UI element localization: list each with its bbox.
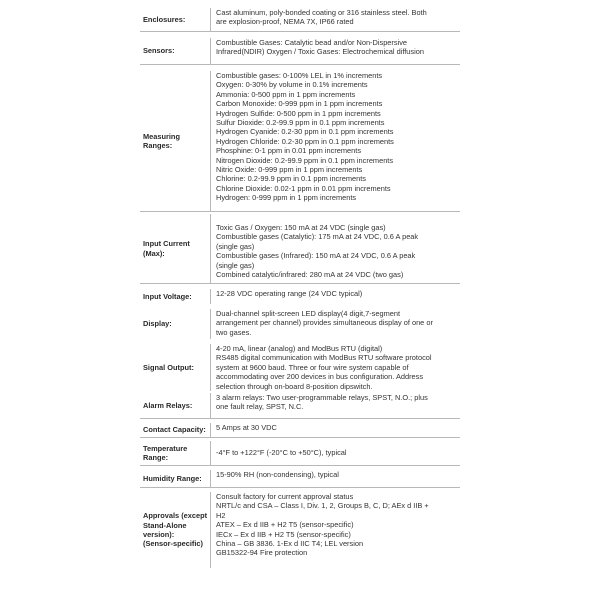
- spec-value: 12-28 VDC operating range (24 VDC typical): [216, 289, 363, 298]
- spec-value: 3 alarm relays: Two user-programmable relays, SPST, N.O.; plus one fault relay, SPST, N.C.: [216, 393, 428, 412]
- spec-row-input-current: [140, 212, 460, 284]
- spec-label: Display:: [143, 319, 172, 329]
- spec-label: Temperature Range:: [143, 443, 188, 462]
- spec-label: Input Voltage:: [143, 291, 192, 301]
- spec-label: Input Current (Max):: [143, 239, 190, 258]
- spec-label: Humidity Range:: [143, 473, 202, 483]
- spec-row-humidity-range: [140, 466, 460, 488]
- spec-label: Sensors:: [143, 46, 175, 56]
- spec-value: Cast aluminum, poly-bonded coating or 316 stainless steel. Both are explosion-proof, NEMA 7X, IP66 rated: [216, 8, 427, 27]
- spec-value: 5 Amps at 30 VDC: [216, 423, 277, 432]
- spec-row-contact-capacity: [140, 419, 460, 438]
- spec-label: Signal Output:: [143, 362, 194, 372]
- spec-value: Dual-channel split-screen LED display(4 digit,7-segment arrangement per channel) provides simultaneous display of one or two gases.: [216, 309, 433, 337]
- spec-value: Combustible Gases: Catalytic bead and/or Non-Dispersive Infrared(NDIR) Oxygen / Toxic Gases: Electrochemical diffusion: [216, 38, 424, 57]
- spec-row-sensors: [140, 32, 460, 65]
- spec-value: -4°F to +122°F (-20°C to +50°C), typical: [216, 448, 347, 458]
- spec-row-measuring-ranges: [140, 65, 460, 212]
- spec-label: Enclosures:: [143, 14, 186, 24]
- spec-row-display: [140, 304, 460, 339]
- spec-row-enclosures: [140, 0, 460, 32]
- spec-row-alarm-relays: [140, 391, 460, 419]
- spec-value: Consult factory for current approval status NRTL/c and CSA – Class I, Div. 1, 2, Groups B, C, D; AEx d IIB + H2 ATEX – Ex d IIB + H2 T5 (sensor-specific) IECx – Ex d IIB + H2 T5 (sensor-specific) China – GB 3836. 1-Ex d IIC T4; LEL version GB15322-94 Fire protection: [216, 492, 429, 558]
- spec-row-input-voltage: [140, 284, 460, 304]
- spec-label: Alarm Relays:: [143, 400, 193, 410]
- spec-value: Toxic Gas / Oxygen: 150 mA at 24 VDC (single gas) Combustible gases (Catalytic): 175 mA at 24 VDC, 0.6 A peak (single gas) Combustible gases (Infrared): 150 mA at 24 VDC, 0.6 A peak (single gas) Combined catalytic/infrared: 280 mA at 24 VDC (two gas): [216, 223, 419, 280]
- spec-row-approvals: [140, 488, 460, 568]
- spec-label: Contact Capacity:: [143, 425, 206, 435]
- spec-label: Measuring Ranges:: [143, 131, 180, 150]
- spec-value: 4-20 mA, linear (analog) and ModBus RTU (digital) RS485 digital communication with ModBus RTU software protocol system at 9600 baud. Three or four wire system capable of accommodating over 200 devices in bus configuration. Address selection through on-board 8-position dipswitch.: [216, 344, 432, 391]
- spec-row-temperature-range: [140, 438, 460, 466]
- spec-label: Approvals (except Stand-Alone version): (Sensor-specific): [143, 511, 208, 549]
- spec-value: 15-90% RH (non-condensing), typical: [216, 470, 339, 479]
- spec-value: Combustible gases: 0-100% LEL in 1% increments Oxygen: 0-30% by volume in 0.1% increments Ammonia: 0-500 ppm in 1 ppm increments Carbon Monoxide: 0-999 ppm in 1 ppm increments Hydrogen Sulfide: 0-500 ppm in 1 ppm increments Sulfur Dioxide: 0.2-99.9 ppm in 0.1 ppm increments Hydrogen Cyanide: 0.2-30 ppm in 0.1 ppm increments Hydrogen Chloride: 0.2-30 ppm in 0.1 ppm increments Phosphine: 0-1 ppm in 0.01 ppm increments Nitrogen Dioxide: 0.2-99.9 ppm in 0.1 ppm increments Nitric Oxide: 0-999 ppm in 1 ppm increments Chlorine: 0.2-99.9 ppm in 0.1 ppm increments Chlorine Dioxide: 0.02-1 ppm in 0.01 ppm increments Hydrogen: 0-999 ppm in 1 ppm increments: [216, 71, 394, 203]
- spec-row-signal-output: [140, 339, 460, 391]
- spec-table: [140, 0, 460, 600]
